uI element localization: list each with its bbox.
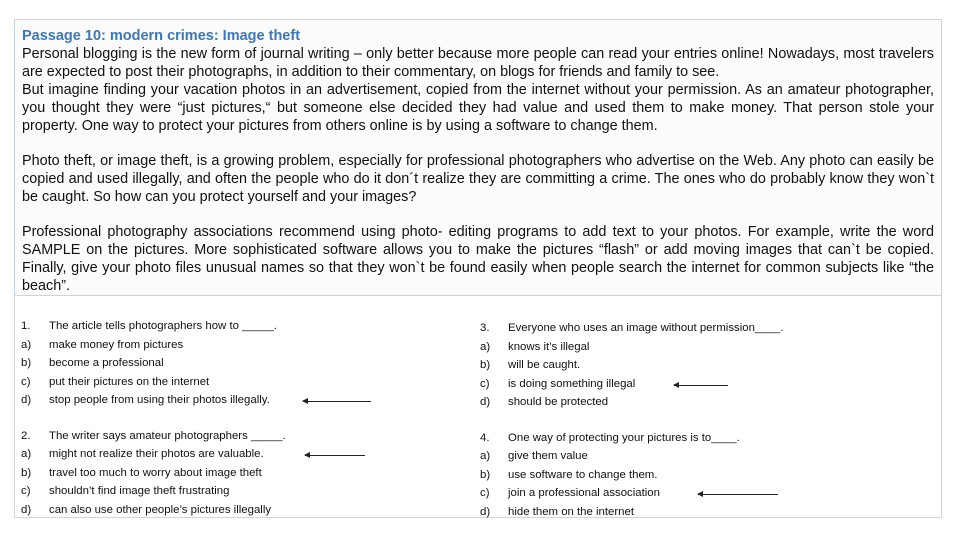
option-letter: b) bbox=[21, 466, 32, 479]
option-letter: d) bbox=[480, 396, 491, 408]
option-b[interactable] bbox=[21, 464, 461, 483]
option-letter: c) bbox=[21, 485, 31, 497]
passage-paragraph-4: Professional photography associations recommend using photo- editing programs to add text to your photos. For example, write the word SAMPLE on the pictures. More sophisticated software allows you to make the pictures “flash” or add moving images that can`t be copied. Finally, give your photo files unusual names so that they won`t be found easily when people search the internet for common subjects like “the beach”. bbox=[22, 224, 934, 294]
question-3 bbox=[480, 319, 920, 412]
option-text: become a professional bbox=[49, 357, 164, 369]
question-text: Everyone who uses an image without permission____. bbox=[508, 322, 784, 334]
option-letter: a) bbox=[21, 338, 32, 351]
option-text: hide them on the internet bbox=[508, 505, 635, 518]
option-a[interactable] bbox=[480, 338, 920, 357]
questions-column-right bbox=[480, 319, 920, 538]
question-text: One way of protecting your pictures is to____. bbox=[508, 431, 740, 444]
question-2 bbox=[21, 427, 461, 520]
option-letter: a) bbox=[480, 340, 491, 353]
paragraph-gap bbox=[22, 135, 934, 152]
option-a[interactable] bbox=[21, 336, 461, 355]
option-letter: d) bbox=[21, 394, 32, 406]
question-number: 3. bbox=[480, 322, 490, 334]
option-letter: d) bbox=[21, 503, 32, 516]
passage-paragraph-2: But imagine finding your vacation photos in an advertisement, copied from the internet without your permission. As an amateur photographer, you thought they were “just pictures,“ but someone else decided they had value and used them to make money. That person stole your property. One way to protect your pictures from others online is by using a software to change them. bbox=[22, 82, 934, 134]
question-text: The writer says amateur photographers _____. bbox=[49, 429, 286, 442]
questions-area bbox=[14, 296, 942, 518]
option-letter: b) bbox=[480, 359, 491, 371]
option-text: travel too much to worry about image theft bbox=[49, 466, 262, 479]
option-text: knows it’s illegal bbox=[508, 340, 590, 353]
option-letter: d) bbox=[480, 505, 491, 518]
option-text: should be protected bbox=[508, 396, 609, 408]
option-letter: c) bbox=[480, 377, 490, 390]
option-a[interactable] bbox=[21, 445, 461, 464]
option-letter: b) bbox=[21, 357, 32, 369]
option-text: use software to change them. bbox=[508, 468, 658, 481]
option-d[interactable] bbox=[480, 503, 920, 522]
passage-paragraph-1: Personal blogging is the new form of journal writing – only better because more people can read your entries online! Nowadays, most travelers are expected to post their photographs, in addition to their commentary, on blogs for friends and family to see. bbox=[22, 46, 934, 80]
option-letter: b) bbox=[480, 468, 491, 481]
answer-arrow-icon bbox=[674, 385, 728, 386]
answer-arrow-icon bbox=[305, 455, 365, 456]
option-text: stop people from using their photos illegally. bbox=[49, 394, 270, 406]
option-c[interactable] bbox=[480, 375, 920, 394]
question-stem bbox=[21, 427, 461, 446]
option-d[interactable] bbox=[480, 393, 920, 412]
passage-title: Passage 10: modern crimes: Image theft bbox=[22, 28, 301, 44]
paragraph-gap bbox=[22, 206, 934, 223]
passage-box bbox=[14, 19, 942, 296]
question-stem bbox=[480, 429, 920, 448]
passage-paragraph-3: Photo theft, or image theft, is a growing problem, especially for professional photographers who advertise on the Web. Any photo can easily be copied and used illegally, and often the people who do it don´t realize they are committing a crime. The ones who do probably know they won`t be caught. So how can you protect yourself and your images? bbox=[22, 153, 934, 205]
option-text: make money from pictures bbox=[49, 338, 184, 351]
option-letter: c) bbox=[21, 375, 31, 388]
option-text: join a professional association bbox=[508, 487, 660, 499]
question-stem bbox=[480, 319, 920, 338]
option-letter: c) bbox=[480, 487, 490, 499]
question-number: 2. bbox=[21, 429, 31, 442]
option-d[interactable] bbox=[21, 501, 461, 520]
option-text: might not realize their photos are valuable. bbox=[49, 448, 264, 460]
option-b[interactable] bbox=[21, 354, 461, 373]
option-b[interactable] bbox=[480, 466, 920, 485]
option-c[interactable] bbox=[21, 482, 461, 501]
questions-column-left bbox=[21, 317, 461, 536]
option-c[interactable] bbox=[480, 484, 920, 503]
option-c[interactable] bbox=[21, 373, 461, 392]
option-text: will be caught. bbox=[508, 359, 581, 371]
question-stem bbox=[21, 317, 461, 336]
option-text: is doing something illegal bbox=[508, 377, 636, 390]
question-number: 4. bbox=[480, 431, 490, 444]
option-letter: a) bbox=[480, 450, 491, 462]
option-text: give them value bbox=[508, 450, 588, 462]
option-a[interactable] bbox=[480, 447, 920, 466]
option-d[interactable] bbox=[21, 391, 461, 410]
option-b[interactable] bbox=[480, 356, 920, 375]
question-1 bbox=[21, 317, 461, 410]
answer-arrow-icon bbox=[698, 494, 778, 495]
option-letter: a) bbox=[21, 448, 32, 460]
question-text: The article tells photographers how to _____. bbox=[49, 320, 277, 332]
answer-arrow-icon bbox=[303, 401, 371, 402]
option-text: put their pictures on the internet bbox=[49, 375, 210, 388]
option-text: can also use other people’s pictures illegally bbox=[49, 503, 272, 516]
option-text: shouldn’t find image theft frustrating bbox=[49, 485, 230, 497]
question-4 bbox=[480, 429, 920, 522]
question-number: 1. bbox=[21, 320, 31, 332]
